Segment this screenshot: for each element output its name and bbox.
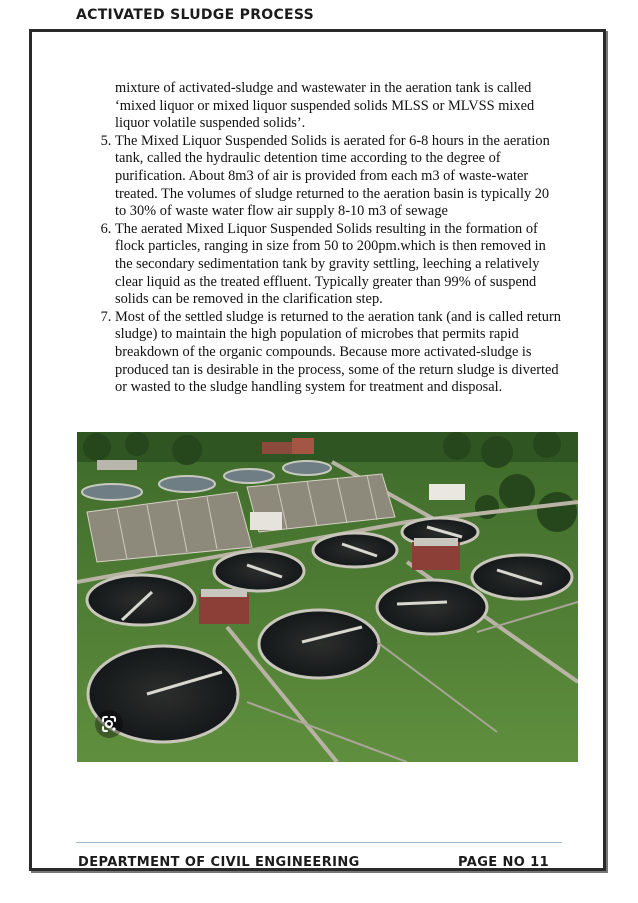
continued-paragraph: mixture of activated-sludge and wastewater in the aeration tank is called ‘mixed liquor or mixed liquor suspended solids MLSS or MLVSS mixed liquor volatile suspended solids’. (115, 80, 535, 132)
list-item-7: 7. Most of the settled sludge is returned to the aeration tank (and is called return sludge) to maintain the high population of microbes that permits rapid breakdown of the organic compounds. Because more activated-sludge is produced tan is desirable in the process, some of the return sludge is diverted or wasted to the sludge handling system for treatment and disposal. (115, 309, 562, 397)
list-item-6: 6. The aerated Mixed Liquor Suspended Solids resulting in the formation of flock particles, ranging in size from 50 to 200pm.which is then removed in the secondary sedimentation tank by gravity settling, leeching a relatively clear liquid as the treated effluent. Typically greater than 99% of suspend solids can be removed in the clarification step. (115, 221, 562, 309)
body-text (82, 80, 562, 397)
footer-page-number: PAGE NO 11 (458, 855, 550, 870)
document-header: ACTIVATED SLUDGE PROCESS (76, 7, 315, 23)
list-item-5: 5. The Mixed Liquor Suspended Solids is aerated for 6-8 hours in the aeration tank, called the hydraulic detention time according to the degree of purification. About 8m3 of air is provided from each m3 of waste-water treated. The volumes of sludge returned to the aeration basin is typically 20 to 30% of waste water flow air supply 8-10 m3 of sewage (115, 133, 562, 221)
numbered-list (82, 133, 562, 397)
footer-rule (76, 842, 562, 843)
treatment-plant-photo (77, 432, 578, 762)
footer-department: DEPARTMENT OF CIVIL ENGINEERING (78, 855, 360, 870)
google-lens-icon[interactable] (94, 709, 124, 739)
